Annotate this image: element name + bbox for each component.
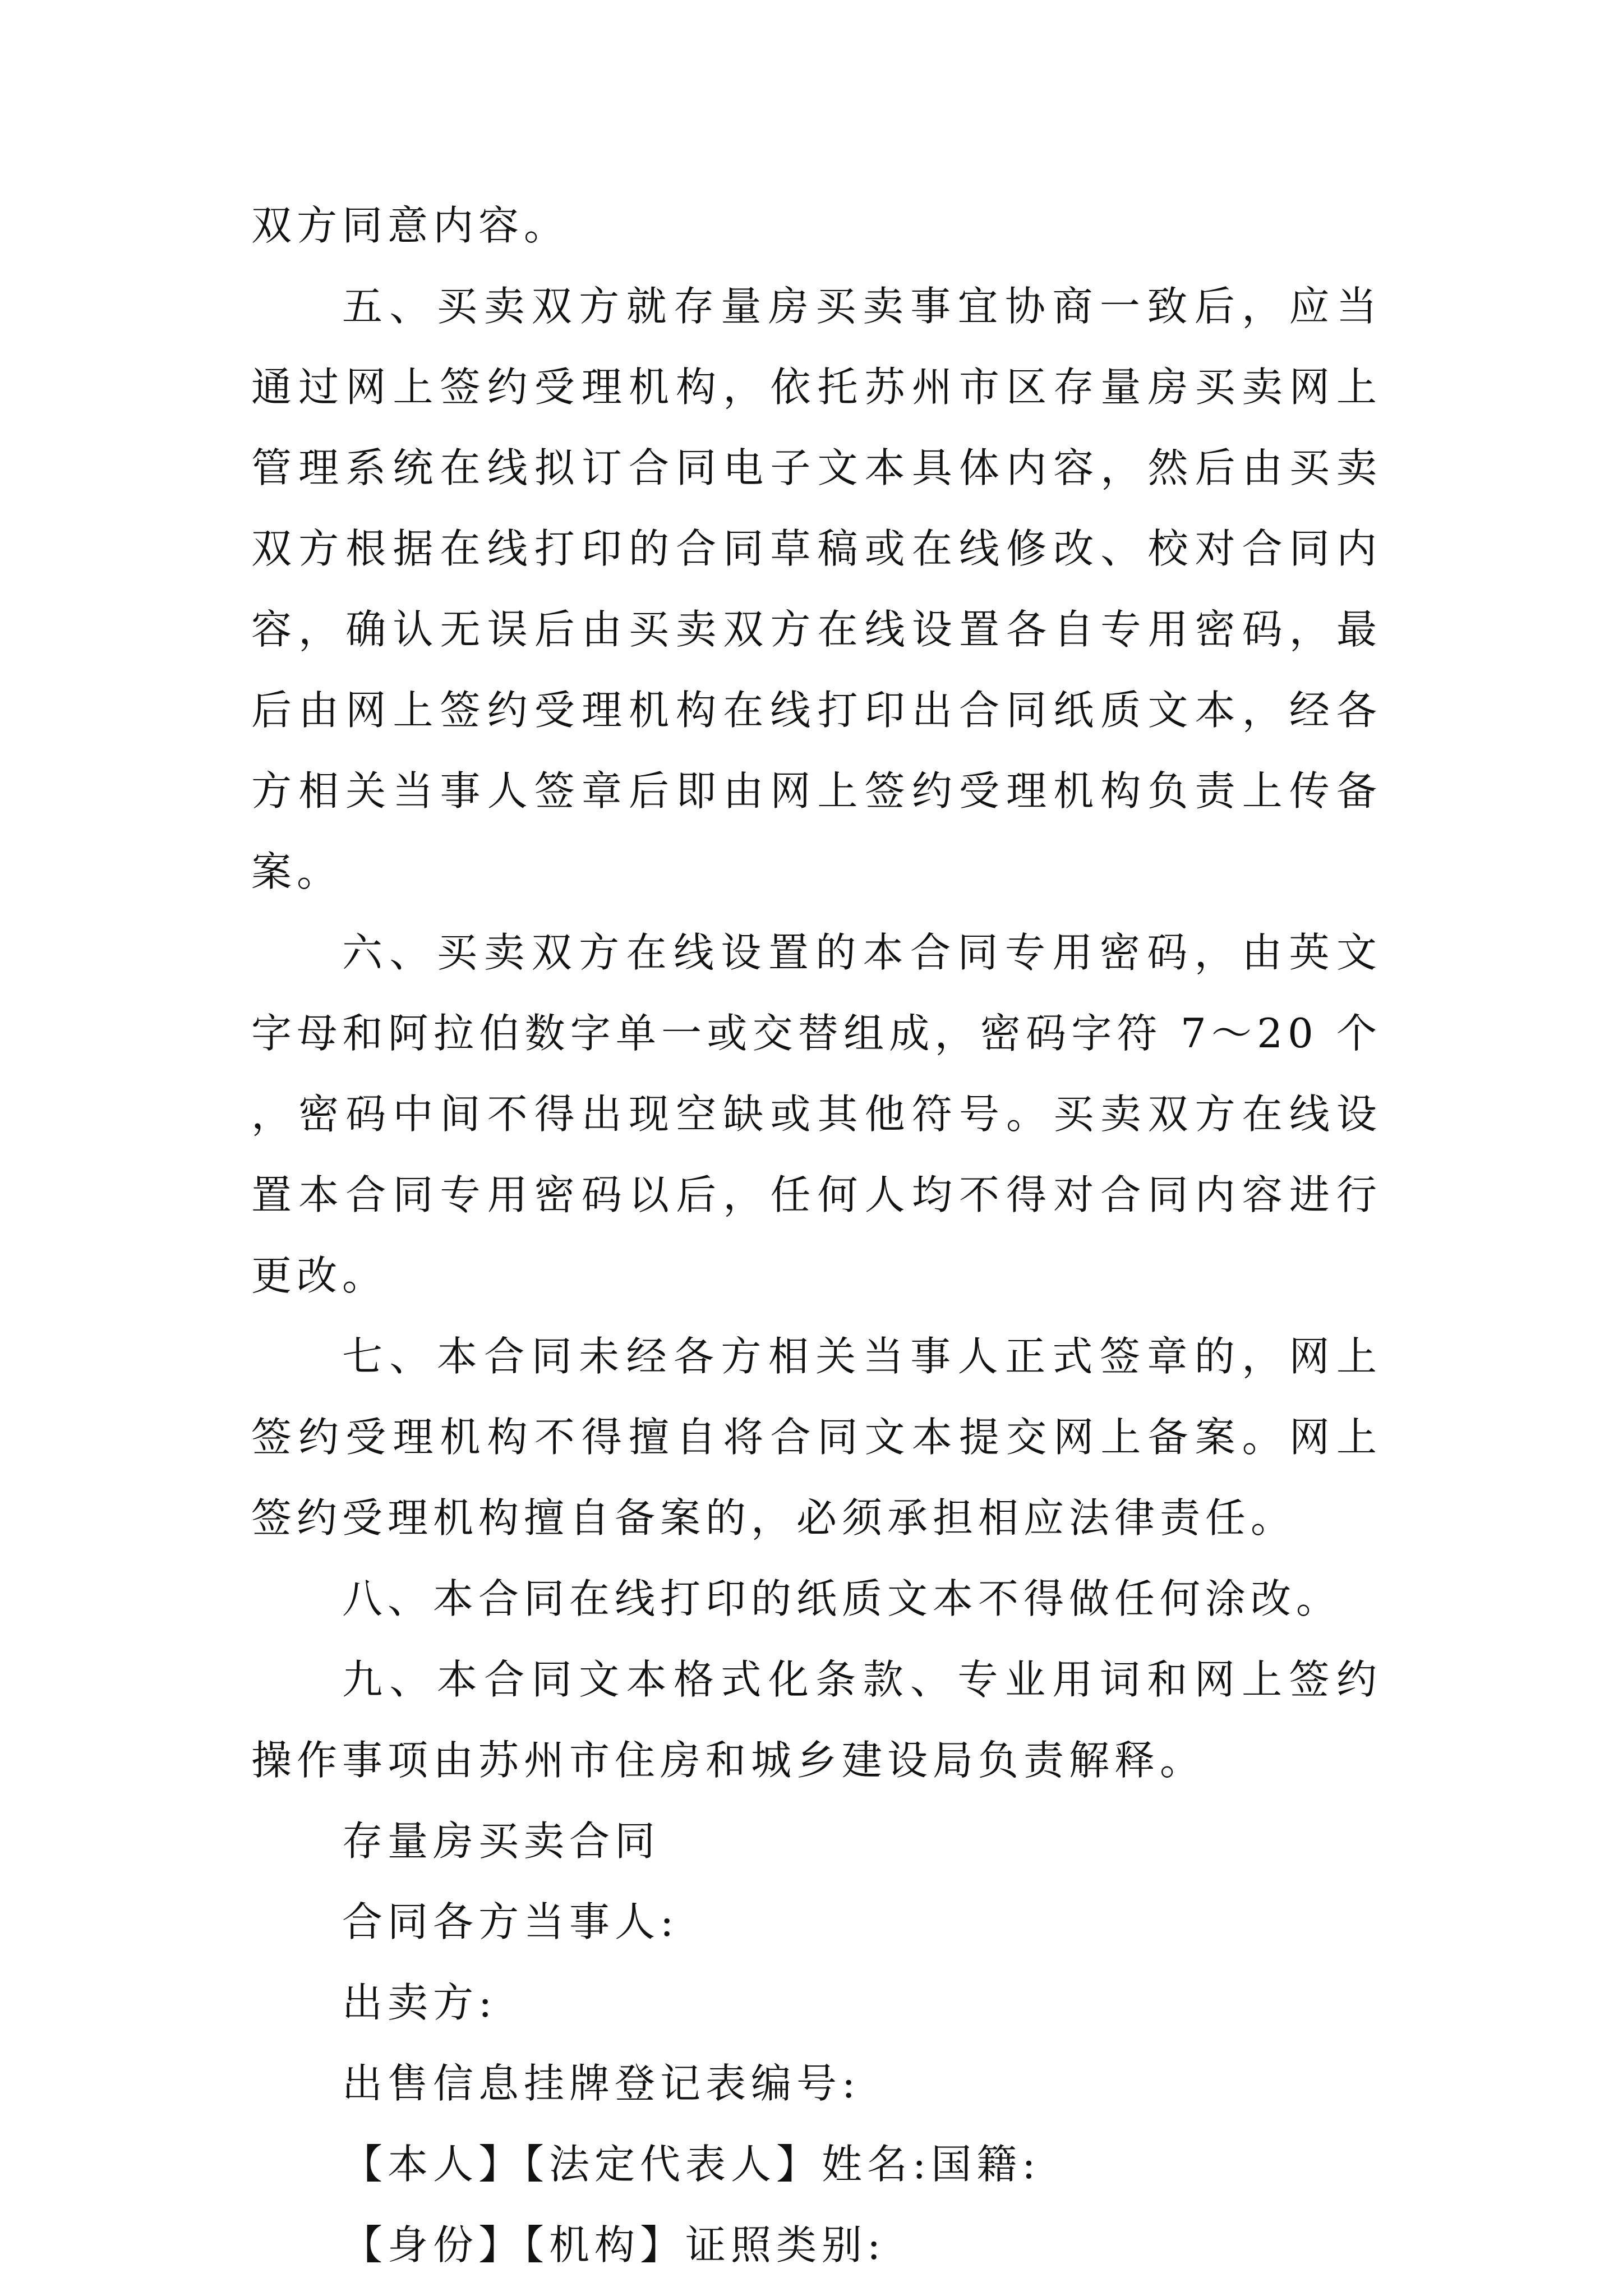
- seller-label: 出卖方:: [342, 1979, 497, 2026]
- clause-nine: 九、本合同文本格式化条款、专业用词和网上签约操作事项由苏州市住房和城乡建设局负责解释。: [251, 1656, 1382, 1784]
- clause-six: 六、买卖双方在线设置的本合同专用密码，由英文字母和阿拉伯数字单一或交替组成，密码字符 7～20 个，密码中间不得出现空缺或其他符号。买卖双方在线设置本合同专用密码以后，任何人均不得对合同内容进行更改。: [251, 929, 1382, 1299]
- paragraph-continued: 双方同意内容。: [251, 202, 570, 249]
- parties-heading: 合同各方当事人:: [342, 1898, 679, 1945]
- document-body: [251, 185, 1382, 2285]
- listing-number-label: 出售信息挂牌登记表编号:: [342, 2060, 861, 2107]
- clause-five: 五、买卖双方就存量房买卖事宜协商一致后，应当通过网上签约受理机构，依托苏州市区存量房买卖网上管理系统在线拟订合同电子文本具体内容，然后由买卖双方根据在线打印的合同草稿或在线修改、校对合同内容，确认无误后由买卖双方在线设置各自专用密码，最后由网上签约受理机构在线打印出合同纸质文本，经各方相关当事人签章后即由网上签约受理机构负责上传备案。: [251, 283, 1382, 895]
- clause-seven: 七、本合同未经各方相关当事人正式签章的，网上签约受理机构不得擅自将合同文本提交网上备案。网上签约受理机构擅自备案的，必须承担相应法律责任。: [251, 1333, 1382, 1542]
- identity-line: 【本人】【法定代表人】姓名:国籍:: [342, 2141, 1041, 2188]
- contract-title: 存量房买卖合同: [342, 1818, 661, 1865]
- clause-eight: 八、本合同在线打印的纸质文本不得做任何涂改。: [342, 1575, 1342, 1622]
- certificate-line: 【身份】【机构】证照类别:: [342, 2221, 886, 2269]
